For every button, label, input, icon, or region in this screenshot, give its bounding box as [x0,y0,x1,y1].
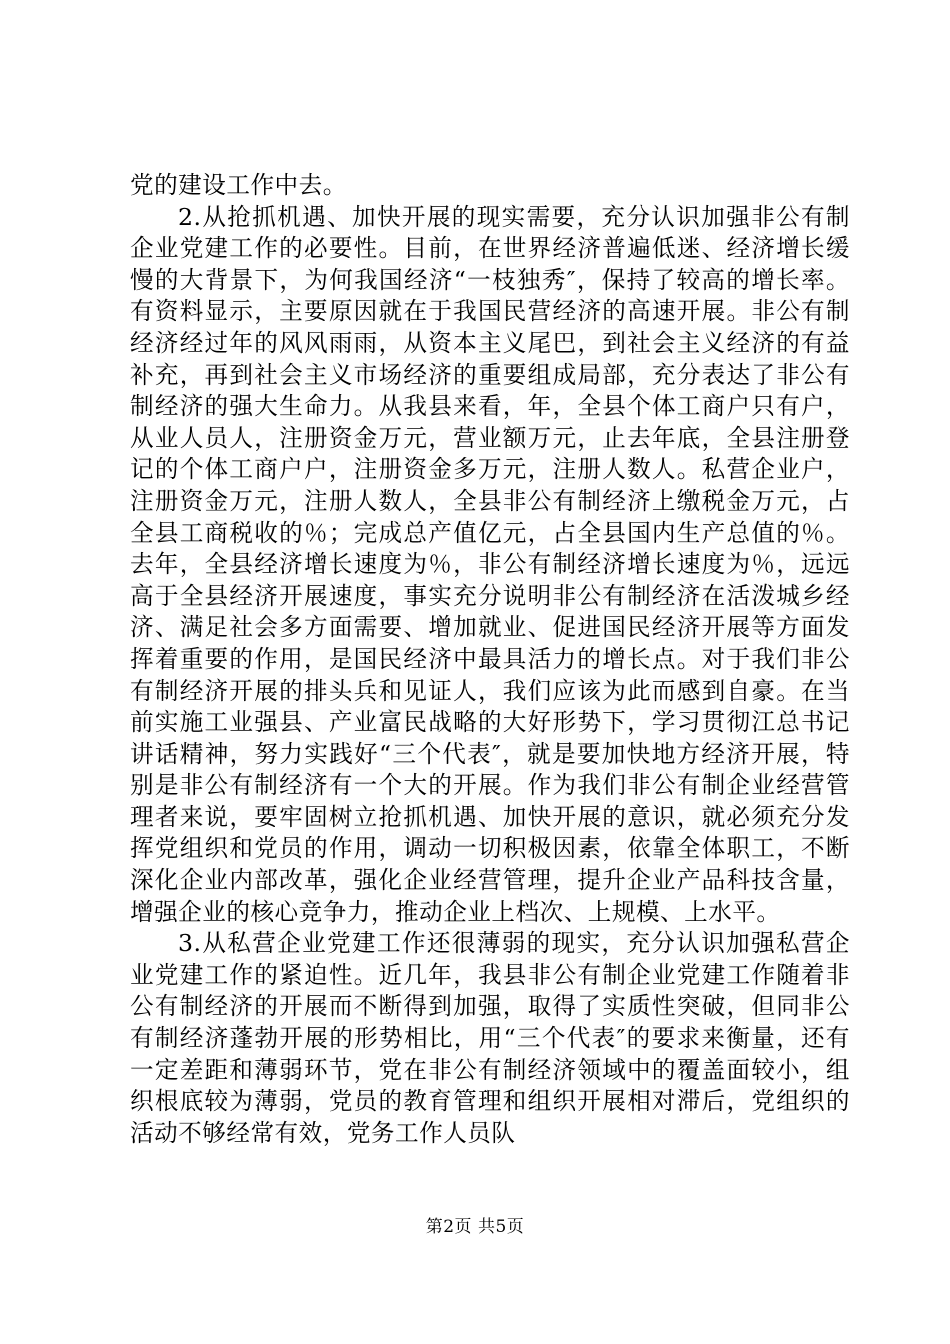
paragraph-continuation: 党的建设工作中去。 [130,171,347,199]
page-footer: 第2页 共5页 [425,1217,525,1237]
body-text [130,170,850,1149]
paragraph-point-3: 3.从私营企业党建工作还很薄弱的现实，充分认识加强私营企业党建工作的紧迫性。近几年，我县非公有制企业党建工作随着非公有制经济的开展而不断得到加强，取得了实质性突破，但同非公有制经济蓬勃开展的形势相比，用“三个代表″的要求来衡量，还有一定差距和薄弱环节，党在非公有制经济领域中的覆盖面较小，组织根底较为薄弱，党员的教育管理和组织开展相对滞后，党组织的活动不够经常有效，党务工作人员队 [130,929,850,1147]
paragraph-point-2: 2.从抢抓机遇、加快开展的现实需要，充分认识加强非公有制企业党建工作的必要性。目前，在世界经济普遍低迷、经济增长缓慢的大背景下，为何我国经济“一枝独秀″，保持了较高的增长率。有资料显示，主要原因就在于我国民营经济的高速开展。非公有制经济经过年的风风雨雨，从资本主义尾巴，到社会主义经济的有益补充，再到社会主义市场经济的重要组成局部，充分表达了非公有制经济的强大生命力。从我县来看，年，全县个体工商户只有户，从业人员人，注册资金万元，营业额万元，止去年底，全县注册登记的个体工商户户，注册资金多万元，注册人数人。私营企业户，注册资金万元，注册人数人，全县非公有制经济上缴税金万元，占全县工商税收的％；完成总产值亿元，占全县国内生产总值的％。去年，全县经济增长速度为％，非公有制经济增长速度为％，远远高于全县经济开展速度，事实充分说明非公有制经济在活泼城乡经济、满足社会多方面需要、增加就业、促进国民经济开展等方面发挥着重要的作用，是国民经济中最具活力的增长点。对于我们非公有制经济开展的排头兵和见证人，我们应该为此而感到自豪。在当前实施工业强县、产业富民战略的大好形势下，学习贯彻江总书记讲话精神，努力实践好“三个代表″，就是要加快地方经济开展，特别是非公有制经济有一个大的开展。作为我们非公有制企业经营管理者来说，要牢固树立抢抓机遇、加快开展的意识，就必须充分发挥党组织和党员的作用，调动一切积极因素，依靠全体职工，不断深化企业内部改革，强化企业经营管理，提升企业产品科技含量，增强企业的核心竞争力，推动企业上档次、上规模、上水平。 [130,202,850,926]
